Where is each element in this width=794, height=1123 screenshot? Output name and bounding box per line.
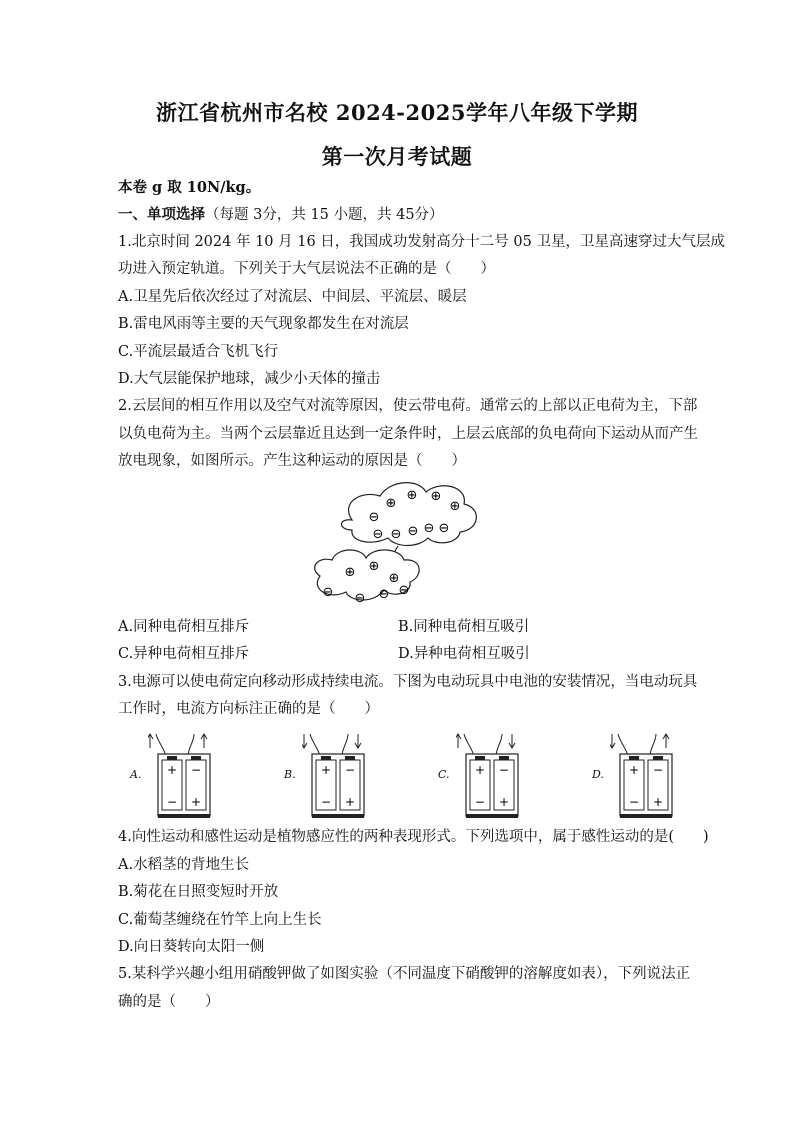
q3-stem-line: 工作时，电流方向标注正确的是（ ） (118, 701, 379, 717)
battery-option-a (130, 730, 230, 820)
minus-sign: − (498, 763, 510, 777)
plus-sign: + (474, 763, 486, 777)
negative-charge-icon: ⊖ (322, 585, 334, 600)
q2-option-a: A.同种电荷相互排斥 (118, 619, 250, 635)
plus-sign: + (628, 763, 640, 777)
negative-charge-icon: ⊖ (378, 587, 390, 602)
battery-cap-right (653, 756, 663, 760)
section-title: 一、单项选择 (118, 206, 205, 223)
battery-pair-diagram (302, 730, 382, 820)
q1-option-d: D.大气层能保护地球，减少小天体的撞击 (118, 371, 381, 387)
exam-note: 本卷 g 取 10N/kg。 (118, 179, 261, 196)
battery-contact-plate (312, 814, 364, 818)
battery-cap-right (499, 756, 509, 760)
negative-charge-icon: ⊖ (438, 521, 450, 536)
battery-cap-left (629, 756, 639, 760)
q2-stem-line: 放电现象，如图所示。产生这种运动的原因是（ ） (118, 453, 466, 469)
wire-left (156, 734, 166, 756)
wire-right (650, 734, 656, 756)
q2-option-b: B.同种电荷相互吸引 (398, 619, 530, 635)
battery-option-d (592, 730, 692, 820)
q2-stem-line: 2.云层间的相互作用以及空气对流等原因，使云带电荷。通常云的上部以正电荷为主，下部 (118, 398, 698, 414)
negative-charge-icon: ⊖ (398, 583, 410, 598)
negative-charge-icon: ⊖ (372, 527, 384, 542)
negative-charge-icon: ⊖ (390, 527, 402, 542)
negative-charge-icon: ⊖ (407, 524, 419, 539)
q4-option-b: B.菊花在日照变短时开放 (118, 884, 279, 900)
page-subtitle: 第一次月考试题 (321, 144, 473, 169)
negative-charge-icon: ⊖ (368, 510, 380, 525)
page-title: 浙江省杭州市名校 2024-2025学年八年级下学期 (156, 100, 638, 125)
plus-sign: + (320, 763, 332, 777)
wire-right (496, 734, 502, 756)
battery-cap-right (191, 756, 201, 760)
q1-stem-line: 功进入预定轨道。下列关于大气层说法不正确的是（ ） (118, 261, 495, 277)
positive-charge-icon: ⊕ (388, 571, 400, 586)
section-detail: （每题 3分，共 15 小题，共 45分） (205, 207, 444, 223)
minus-sign: − (628, 795, 640, 809)
q5-stem-line: 5.某科学兴趣小组用硝酸钾做了如图实验（不同温度下硝酸钾的溶解度如表），下列说法正 (118, 966, 691, 982)
q2-stem-line: 以负电荷为主。当两个云层靠近且达到一定条件时，上层云底部的负电荷向下运动从而产生 (118, 426, 698, 442)
positive-charge-icon: ⊕ (385, 496, 397, 511)
negative-charge-icon: ⊖ (423, 521, 435, 536)
battery-option-label: C. (438, 768, 450, 781)
battery-pair-diagram (148, 730, 228, 820)
q4-option-c: C.葡萄茎缠绕在竹竿上向上生长 (118, 912, 322, 928)
plus-sign: + (344, 795, 356, 809)
plus-sign: + (190, 795, 202, 809)
battery-cap-left (167, 756, 177, 760)
q2-option-d: D.异种电荷相互吸引 (398, 646, 530, 662)
battery-contact-plate (466, 814, 518, 818)
battery-cap-right (345, 756, 355, 760)
positive-charge-icon: ⊕ (449, 499, 461, 514)
positive-charge-icon: ⊕ (344, 565, 356, 580)
battery-pair-diagram (610, 730, 690, 820)
battery-contact-plate (158, 814, 210, 818)
q2-option-c: C.异种电荷相互排斥 (118, 646, 250, 662)
positive-charge-icon: ⊕ (430, 489, 442, 504)
battery-option-b (284, 730, 384, 820)
plus-sign: + (166, 763, 178, 777)
wire-left (464, 734, 474, 756)
q1-stem-line: 1.北京时间 2024 年 10 月 16 日，我国成功发射高分十二号 05 卫星，卫星高速穿过大气层成 (118, 234, 725, 250)
minus-sign: − (652, 763, 664, 777)
section-heading (118, 206, 688, 224)
q4-option-d: D.向日葵转向太阳一侧 (118, 939, 265, 955)
q3-stem-line: 3.电源可以使电荷定向移动形成持续电流。下图为电动玩具中电池的安装情况，当电动玩具 (118, 674, 698, 690)
q1-option-c: C.平流层最适合飞机飞行 (118, 344, 279, 360)
minus-sign: − (320, 795, 332, 809)
battery-pair-diagram (456, 730, 536, 820)
positive-charge-icon: ⊕ (406, 488, 418, 503)
wire-left (310, 734, 320, 756)
wire-right (342, 734, 348, 756)
plus-sign: + (498, 795, 510, 809)
q1-option-a: A.卫星先后依次经过了对流层、中间层、平流层、暖层 (118, 289, 467, 305)
minus-sign: − (166, 795, 178, 809)
wire-right (188, 734, 194, 756)
minus-sign: − (344, 763, 356, 777)
wire-left (618, 734, 628, 756)
battery-cap-left (321, 756, 331, 760)
battery-cap-left (475, 756, 485, 760)
plus-sign: + (652, 795, 664, 809)
minus-sign: − (190, 763, 202, 777)
q5-stem-line: 确的是（ ） (118, 994, 220, 1010)
q1-option-b: B.雷电风雨等主要的天气现象都发生在对流层 (118, 316, 409, 332)
battery-option-label: A. (130, 768, 142, 781)
positive-charge-icon: ⊕ (368, 559, 380, 574)
battery-contact-plate (620, 814, 672, 818)
minus-sign: − (474, 795, 486, 809)
battery-option-c (438, 730, 538, 820)
cloud-discharge-figure (300, 472, 490, 612)
q4-stem-line: 4.向性运动和感性运动是植物感应性的两种表现形式。下列选项中，属于感性运动的是( ) (118, 829, 709, 845)
battery-option-label: D. (592, 768, 604, 781)
negative-charge-icon: ⊖ (354, 591, 366, 606)
q4-option-a: A.水稻茎的背地生长 (118, 857, 250, 873)
battery-option-label: B. (284, 768, 296, 781)
